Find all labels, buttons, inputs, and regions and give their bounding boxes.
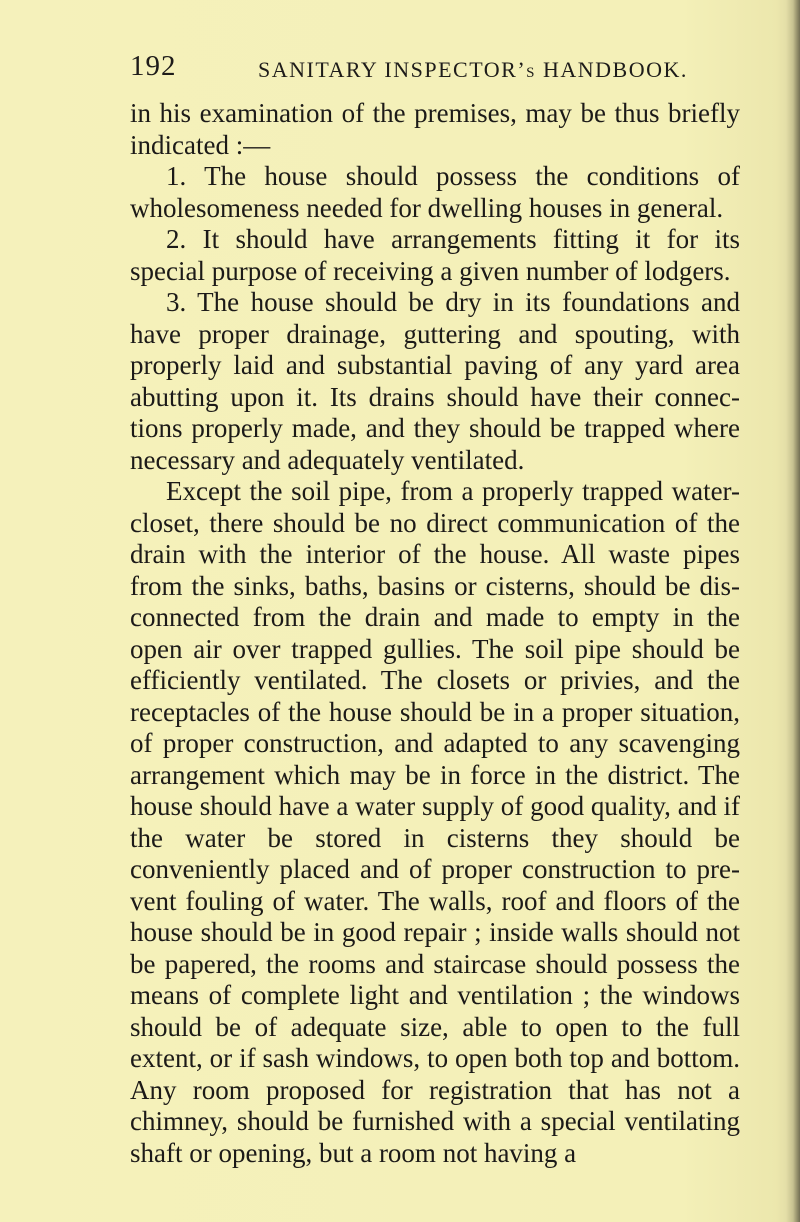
body-text — [130, 98, 740, 1169]
page-edge-shadow — [786, 0, 800, 1222]
paragraph-item-2: 2. It should have arrangements fitting it for its special purpose of receiving a given number of lodgers. — [130, 224, 740, 286]
page-header — [130, 50, 740, 90]
page-number: 192 — [130, 50, 177, 82]
running-title: SANITARY INSPECTOR’s HANDBOOK. — [258, 57, 688, 82]
paragraph-except: Except the soil pipe, from a properly trapped water-closet, there should be no direct communication of the drain with the interior of the house. All waste pipes from the sinks, baths, basins or cisterns, should be disconnected from the drain and made to empty in the open air over trapped gullies. The soil pipe should be efficiently ventilated. The closets or privies, and the receptacles of the house should be in a proper situation, of proper construction, and adapted to any scavenging arrangement which may be in force in the district. The house should have a water supply of good quality, and if the water be stored in cisterns they should be conveniently placed and of proper construction to prevent fouling of water. The walls, roof and floors of the house should be in good repair ; inside walls should not be papered, the rooms and staircase should possess the means of complete light and ventilation ; the windows should be of adequate size, able to open to the full extent, or if sash windows, to open both top and bottom. Any room proposed for registration that has not a chimney, should be furnished with a special ventilating shaft or opening, but a room not having a — [130, 476, 740, 1168]
paragraph-intro: in his examination of the premises, may be thus briefly indicated :— — [130, 98, 740, 160]
paragraph-item-3: 3. The house should be dry in its foundations and have proper drainage, guttering and spouting, with properly laid and substantial paving of any yard area abutting upon it. Its drains should have their connections properly made, and they should be trapped where necessary and adequately ventilated. — [130, 287, 740, 475]
paragraph-item-1: 1. The house should possess the conditions of wholesomeness needed for dwelling houses in general. — [130, 161, 740, 223]
